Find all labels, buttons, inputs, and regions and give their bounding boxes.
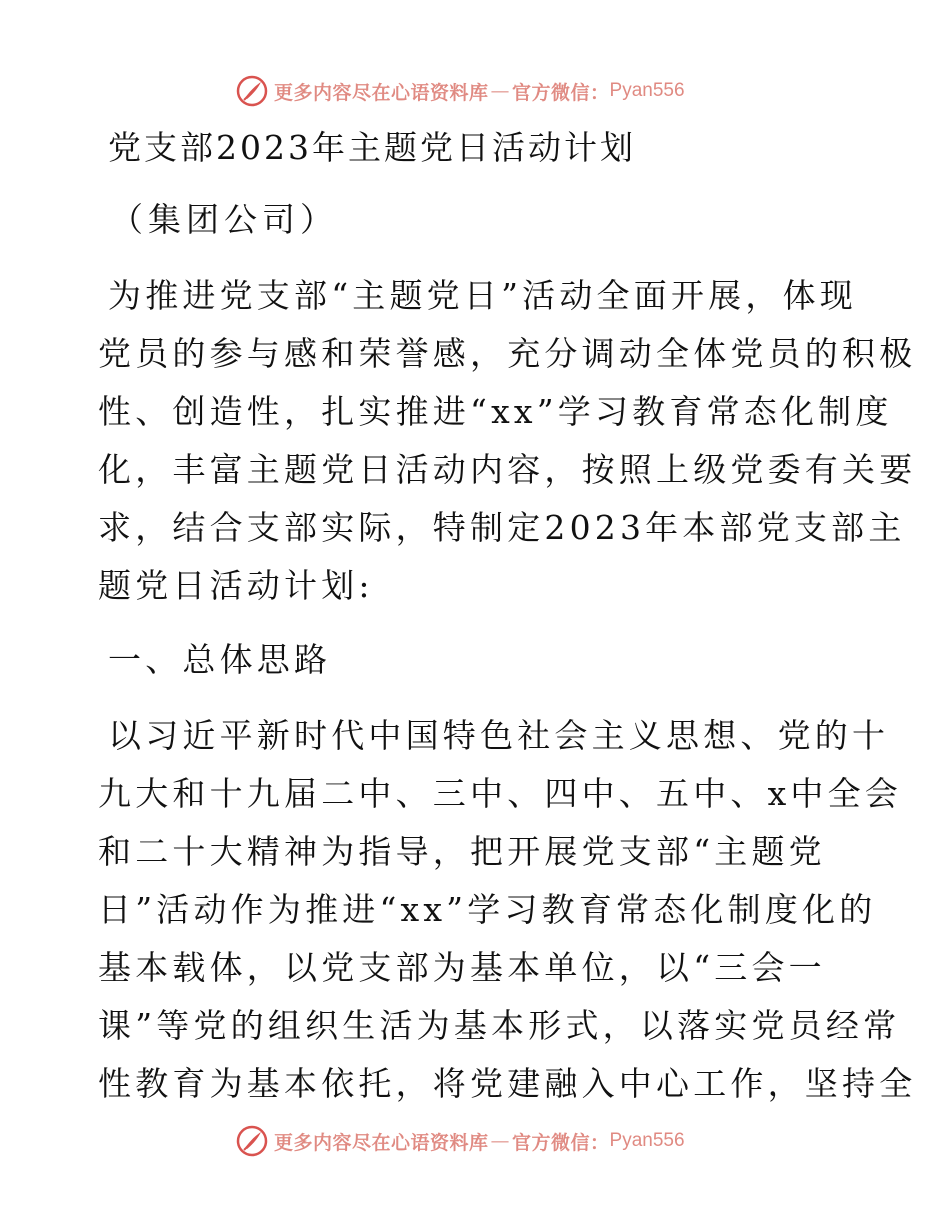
watermark-official-label: 官方微信： <box>512 81 610 104</box>
section-heading: 一、总体思路 <box>108 640 332 679</box>
section-line: 课”等党的组织生活为基本形式，以落实党员经常 <box>98 1006 901 1045</box>
intro-line: 题党日活动计划: <box>98 566 374 605</box>
watermark-wechat-id: Pyan556 <box>609 80 685 101</box>
watermark-separator: — <box>490 80 511 102</box>
section-line: 性教育为基本依托，将党建融入中心工作，坚持全 <box>98 1064 917 1103</box>
watermark-separator: — <box>490 1130 511 1152</box>
quill-logo-icon <box>236 75 268 107</box>
section-line: 九大和十九届二中、三中、四中、五中、x中全会 <box>98 774 903 813</box>
document-title: 党支部2023年主题党日活动计划 <box>108 128 636 167</box>
watermark-main-text: 更多内容尽在心语资料库 <box>274 81 489 104</box>
intro-line: 为推进党支部“主题党日”活动全面开展，体现 <box>108 276 857 315</box>
watermark-footer <box>236 1124 685 1158</box>
section-line: 和二十大精神为指导，把开展党支部“主题党 <box>98 832 826 871</box>
document-subtitle: （集团公司） <box>110 200 338 239</box>
watermark-official-label: 官方微信： <box>512 1131 610 1154</box>
intro-line: 党员的参与感和荣誉感，充分调动全体党员的积极 <box>98 334 917 373</box>
intro-line: 化，丰富主题党日活动内容，按照上级党委有关要 <box>98 450 917 489</box>
intro-line: 性、创造性，扎实推进“xx”学习教育常态化制度 <box>98 392 893 431</box>
quill-logo-icon <box>236 1125 268 1157</box>
watermark-header <box>236 74 685 108</box>
section-line: 基本载体，以党支部为基本单位，以“三会一 <box>98 948 826 987</box>
section-line: 日”活动作为推进“xx”学习教育常态化制度化的 <box>98 890 877 929</box>
section-line: 以习近平新时代中国特色社会主义思想、党的十 <box>108 716 890 755</box>
intro-line: 求，结合支部实际，特制定2023年本部党支部主 <box>98 508 906 547</box>
watermark-wechat-id: Pyan556 <box>609 1130 685 1151</box>
watermark-main-text: 更多内容尽在心语资料库 <box>274 1131 489 1154</box>
